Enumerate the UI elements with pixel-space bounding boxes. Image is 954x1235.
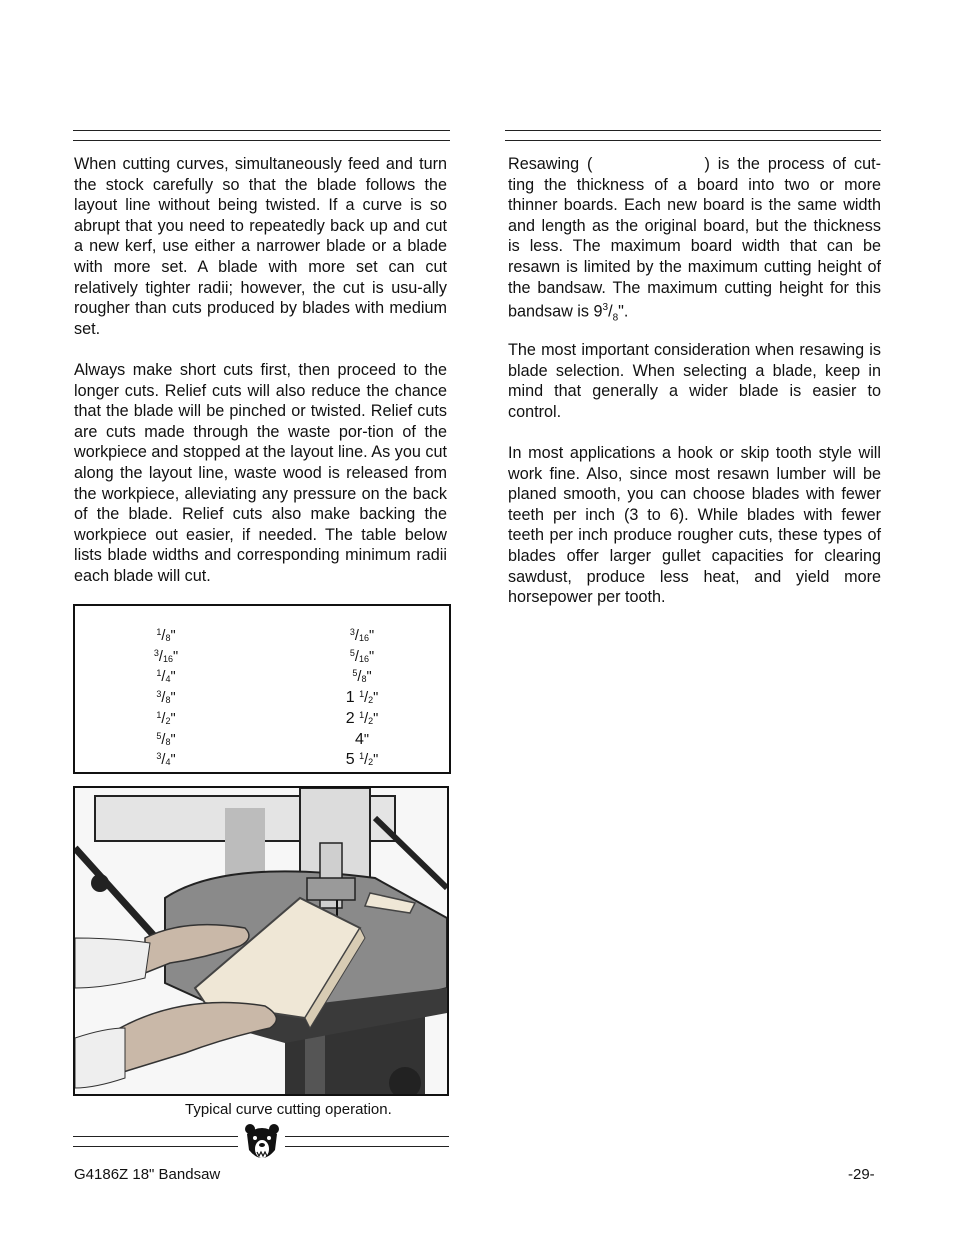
right-header-rule-1 xyxy=(505,130,881,131)
blade-width-unit: " xyxy=(170,731,176,748)
min-radius-denominator: 2 xyxy=(368,757,374,768)
resawing-intro: Resawing ( xyxy=(508,155,593,173)
blade-width-denominator: 16 xyxy=(162,653,173,664)
min-radius-cell: $^5/_8$" xyxy=(352,668,372,686)
blade-width-cell: $^5/_8$" xyxy=(156,730,176,748)
min-radius-whole: 4 xyxy=(354,730,364,748)
min-radius-unit: " xyxy=(373,752,379,769)
left-header-rule-2 xyxy=(73,140,450,141)
footer-model: G4186Z 18" Bandsaw xyxy=(74,1166,221,1183)
relief-cuts-paragraph: Always make short cuts first, then proceed to the longer cuts. Relief cuts will also reduce the chance that the blade will be pinched or twisted. Relief cuts are cuts made through the waste por-tion of the workpiece and stopped at the layout line. As you cut along the layout line, waste wood is released from the workpiece, alleviating any pressure on the back of the blade. Relief cuts also make backing the workpiece out easier, if needed. The table below lists blade widths and corresponding minimum radii each blade will cut. xyxy=(74,361,447,585)
blade-width-cell: $^1/_4$" xyxy=(156,668,176,686)
blade-width-numerator: 1 xyxy=(156,627,162,637)
footer-rule-left-2 xyxy=(73,1146,238,1147)
min-radius-unit: " xyxy=(368,648,375,665)
cutting-height-unit: ". xyxy=(618,302,629,321)
min-radius-denominator: 8 xyxy=(361,674,367,685)
resawing-paragraph: Resawing ( ) is the process of cut-ting the thickness of a board into two or more thinner boards. Each new board is the same width and length as the original board, but the thickness is less. The maximum board width that can be resawn is limited by the maximum cutting height of the bandsaw. The maximum cutting height for this bandsaw is $9^3/_8$". xyxy=(508,155,881,324)
blade-width-unit: " xyxy=(170,710,176,727)
min-radius-denominator: 16 xyxy=(358,653,369,664)
min-radius-cell: 5 $^1/_2$" xyxy=(345,751,379,769)
blade-width-numerator: 3 xyxy=(156,751,162,762)
min-radius-unit: " xyxy=(366,669,372,686)
blade-width-cell: $^3/_8$" xyxy=(156,689,176,707)
blade-width-numerator: 3 xyxy=(156,689,162,700)
min-radius-numerator: 1 xyxy=(359,751,365,762)
photo-caption: Typical curve cutting operation. xyxy=(185,1101,392,1118)
left-header-rule-1 xyxy=(73,130,450,131)
min-radius-unit: " xyxy=(363,731,370,748)
cutting-height-numerator: 3 xyxy=(602,302,609,314)
min-radius-unit: " xyxy=(368,628,375,644)
cutting-height-denominator: 8 xyxy=(612,312,619,324)
min-radius-whole: 2 xyxy=(345,709,360,727)
blade-selection-paragraph: The most important consideration when resawing is blade selection. When selecting a blade, keep in mind that generally a wider blade is easier to control. xyxy=(508,341,881,421)
min-radius-numerator: 1 xyxy=(359,709,365,720)
min-radius-whole: 1 xyxy=(345,689,360,707)
blade-width-denominator: 8 xyxy=(165,633,171,643)
curve-cutting-photo xyxy=(73,786,449,1096)
blade-width-unit: " xyxy=(170,752,176,769)
resawing-definition: ) is the process of cut-ting the thickness of a board into two or more thinner boards. Each new board is the same width and length as the original board, but the thickness is less. The maximum board width that can be resawn is limited by the maximum cutting height of the bandsaw. The maximum cutting height for this bandsaw is 9 xyxy=(508,155,881,321)
footer-page-number: -29- xyxy=(848,1166,875,1183)
min-radius-cell: $^3/_{16}$" xyxy=(349,627,375,644)
min-radius-denominator: 16 xyxy=(358,633,369,643)
blade-width-unit: " xyxy=(172,648,179,665)
footer-rule-right-2 xyxy=(285,1146,449,1147)
blade-width-cell: $^1/_8$" xyxy=(156,627,176,644)
tooth-style-paragraph: In most applications a hook or skip tooth style will work fine. Also, since most resawn lumber will be planed smooth, you can choose blades with fewer teeth per inch (3 to 6). While blades with fewer teeth per inch produce rougher cuts, these types of blades offer larger gullet capacities for clearing sawdust, produce less heat, and yield more horsepower per tooth. xyxy=(508,444,881,607)
right-header-rule-2 xyxy=(505,140,881,141)
blade-width-denominator: 8 xyxy=(165,736,171,747)
blade-width-denominator: 8 xyxy=(165,695,171,706)
min-radius-denominator: 2 xyxy=(368,695,374,706)
min-radius-denominator: 2 xyxy=(368,715,374,726)
blade-width-numerator: 5 xyxy=(156,730,162,741)
footer-rule-left-1 xyxy=(73,1136,238,1137)
blade-width-unit: " xyxy=(170,628,176,644)
blade-width-denominator: 4 xyxy=(165,757,171,768)
blade-width-numerator: 1 xyxy=(156,709,162,720)
blade-width-cell: $^3/_4$" xyxy=(156,751,176,769)
blade-width-numerator: 1 xyxy=(156,668,162,679)
blade-width-denominator: 4 xyxy=(165,674,171,685)
bandsaw-illustration xyxy=(75,788,447,1094)
min-radius-unit: " xyxy=(373,710,379,727)
min-radius-numerator: 5 xyxy=(349,647,355,658)
blade-radius-table xyxy=(73,604,451,774)
min-radius-cell: 2 $^1/_2$" xyxy=(345,709,379,727)
min-radius-numerator: 5 xyxy=(352,668,358,679)
blade-width-unit: " xyxy=(170,669,176,686)
curve-cutting-paragraph: When cutting curves, simultaneously feed and turn the stock carefully so that the blade follows the layout line without being twisted. If a curve is so abrupt that you need to repeatedly back up and cut a new kerf, use either a narrower blade or a blade with more set. A blade with more set can cut relatively tighter radii; however, the cut is usu-ally rougher than cuts produced by blades with medium set. xyxy=(74,155,447,338)
min-radius-numerator: 3 xyxy=(349,627,355,637)
min-radius-cell: 1 $^1/_2$" xyxy=(345,689,379,707)
blade-width-denominator: 2 xyxy=(165,715,171,726)
min-radius-cell xyxy=(355,731,369,749)
min-radius-cell: $^5/_{16}$" xyxy=(349,647,375,665)
min-radius-numerator: 1 xyxy=(359,689,365,700)
blade-width-cell: $^3/_{16}$" xyxy=(153,647,179,665)
footer-rule-right-1 xyxy=(285,1136,449,1137)
min-radius-unit: " xyxy=(373,690,379,707)
blade-width-cell: $^1/_2$" xyxy=(156,709,176,727)
blade-width-numerator: 3 xyxy=(153,647,159,658)
min-radius-whole: 5 xyxy=(345,751,360,769)
blade-width-unit: " xyxy=(170,690,176,707)
bear-head-logo-icon xyxy=(243,1122,281,1164)
